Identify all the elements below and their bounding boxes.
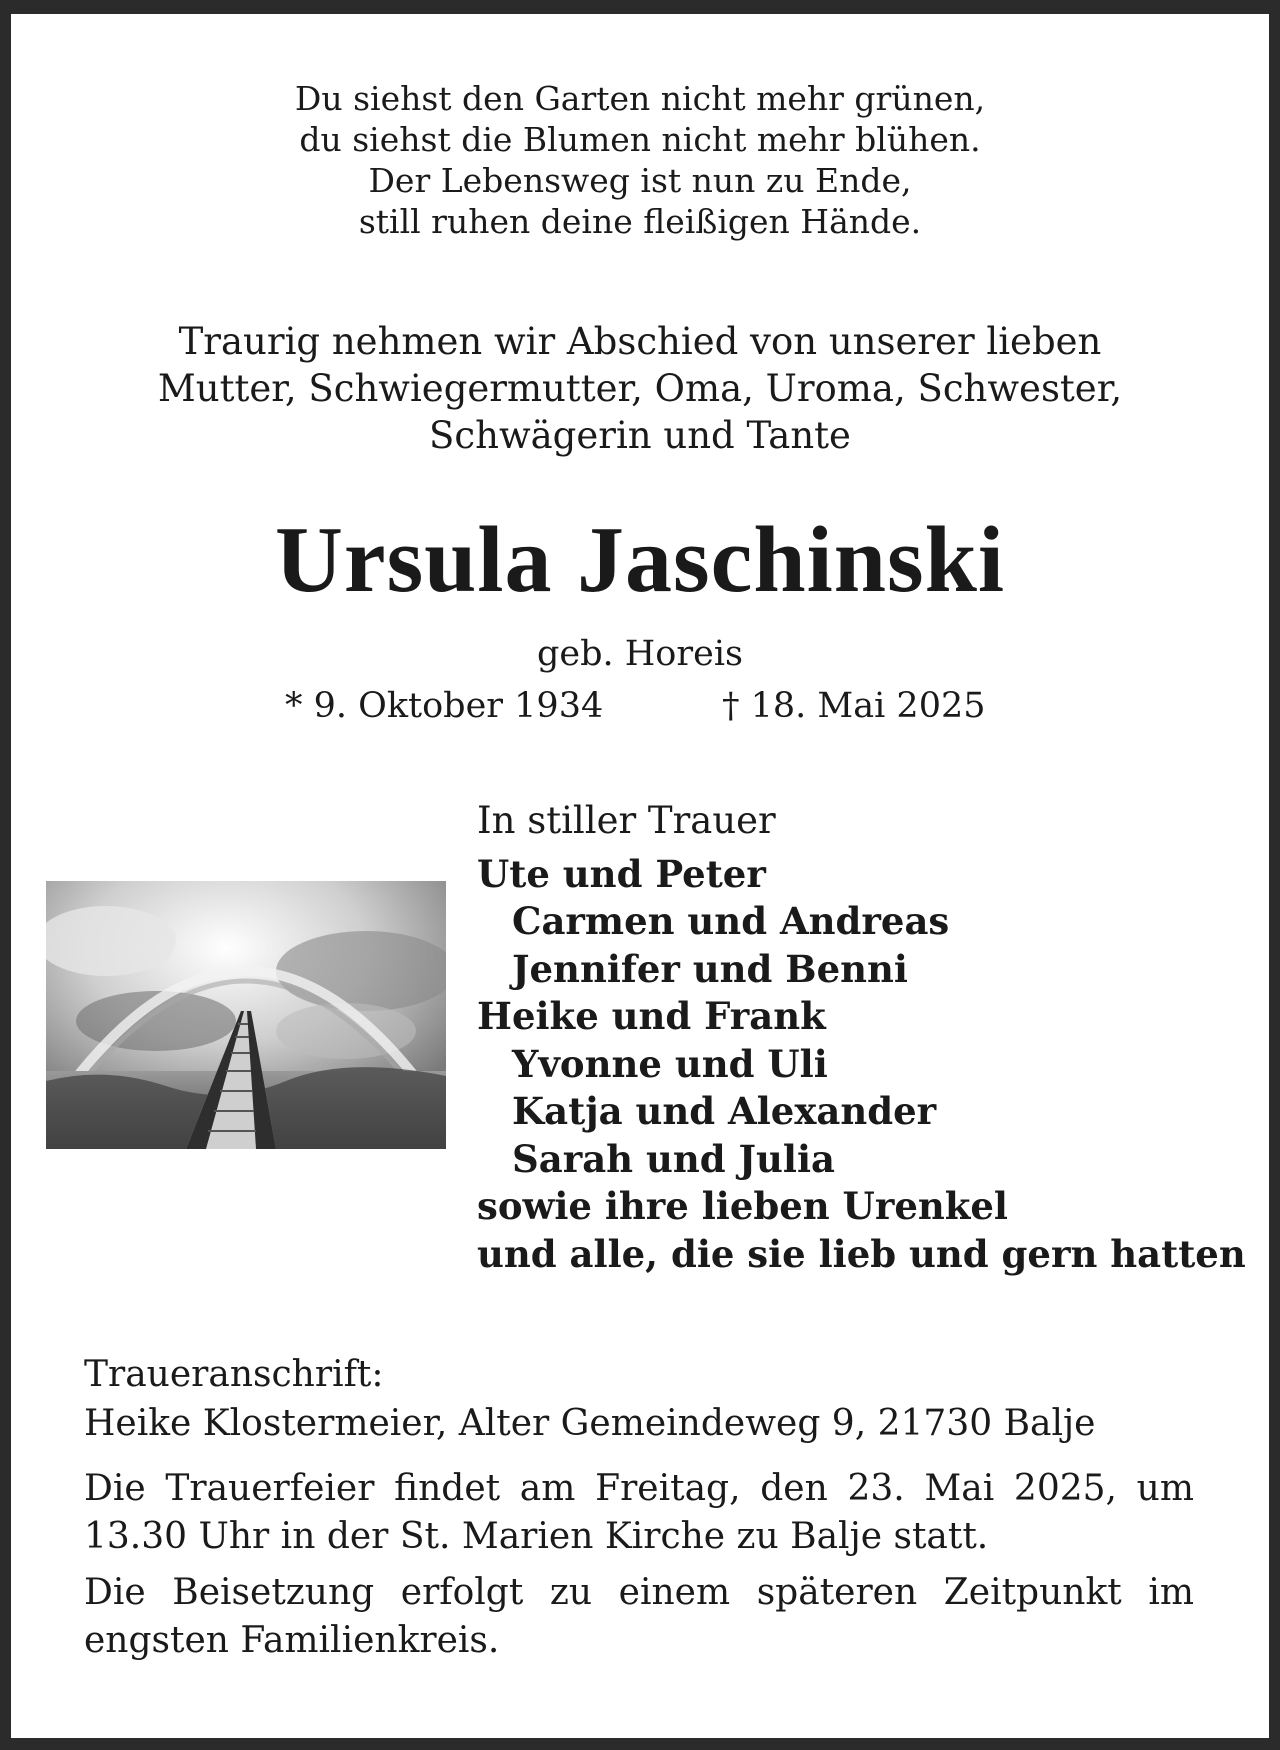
mourner-line: Heike und Frank — [477, 994, 826, 1038]
mourner-line: sowie ihre lieben Urenkel — [477, 1184, 1008, 1228]
rainbow-path-illustration — [46, 881, 446, 1149]
poem-line: still ruhen deine fleißigen Hände. — [358, 202, 922, 241]
mourners-list — [477, 797, 1246, 1278]
poem-line: Der Lebensweg ist nun zu Ende, — [368, 161, 912, 200]
burial-text: Die Beisetzung erfolgt zu einem späteren Zeitpunkt im engsten Familienkreis. — [84, 1572, 1194, 1661]
poem-line: Du siehst den Garten nicht mehr grünen, — [294, 79, 986, 118]
mourner-line: und alle, die sie lieb und gern hatten — [477, 1231, 1246, 1276]
poem-line: du siehst die Blumen nicht mehr blühen. — [299, 120, 981, 159]
farewell-intro — [11, 318, 1269, 459]
mourner-line: Katja und Alexander — [512, 1089, 937, 1133]
birth-name: geb. Horeis — [537, 634, 743, 674]
address-value: Heike Klostermeier, Alter Gemeindeweg 9, 21730 Balje — [84, 1403, 1096, 1444]
condolence-address — [84, 1350, 1204, 1448]
intro-line: Schwägerin und Tante — [429, 414, 851, 457]
memorial-image — [46, 881, 446, 1149]
service-info — [84, 1465, 1194, 1673]
mourner-line: Carmen und Andreas — [512, 899, 950, 943]
death-date: † 18. Mai 2025 — [722, 686, 986, 726]
address-label: Traueranschrift: — [84, 1354, 384, 1395]
mourner-line: Yvonne und Uli — [512, 1041, 828, 1086]
intro-line: Mutter, Schwiegermutter, Oma, Uroma, Schwester, — [157, 367, 1123, 410]
deceased-name: Ursula Jaschinski — [274, 508, 1006, 612]
poem — [11, 78, 1269, 242]
mourner-line: Sarah und Julia — [512, 1136, 835, 1181]
mourners-heading: In stiller Trauer — [477, 799, 776, 842]
birth-date: * 9. Oktober 1934 — [285, 686, 604, 726]
intro-line: Traurig nehmen wir Abschied von unserer lieben — [178, 320, 1102, 363]
mourner-line: Jennifer und Benni — [512, 946, 908, 991]
ceremony-text: Die Trauerfeier findet am Freitag, den 23. Mai 2025, um 13.30 Uhr in der St. Marien Kirche zu Balje statt. — [84, 1468, 1194, 1557]
mourner-line: Ute und Peter — [477, 851, 766, 896]
